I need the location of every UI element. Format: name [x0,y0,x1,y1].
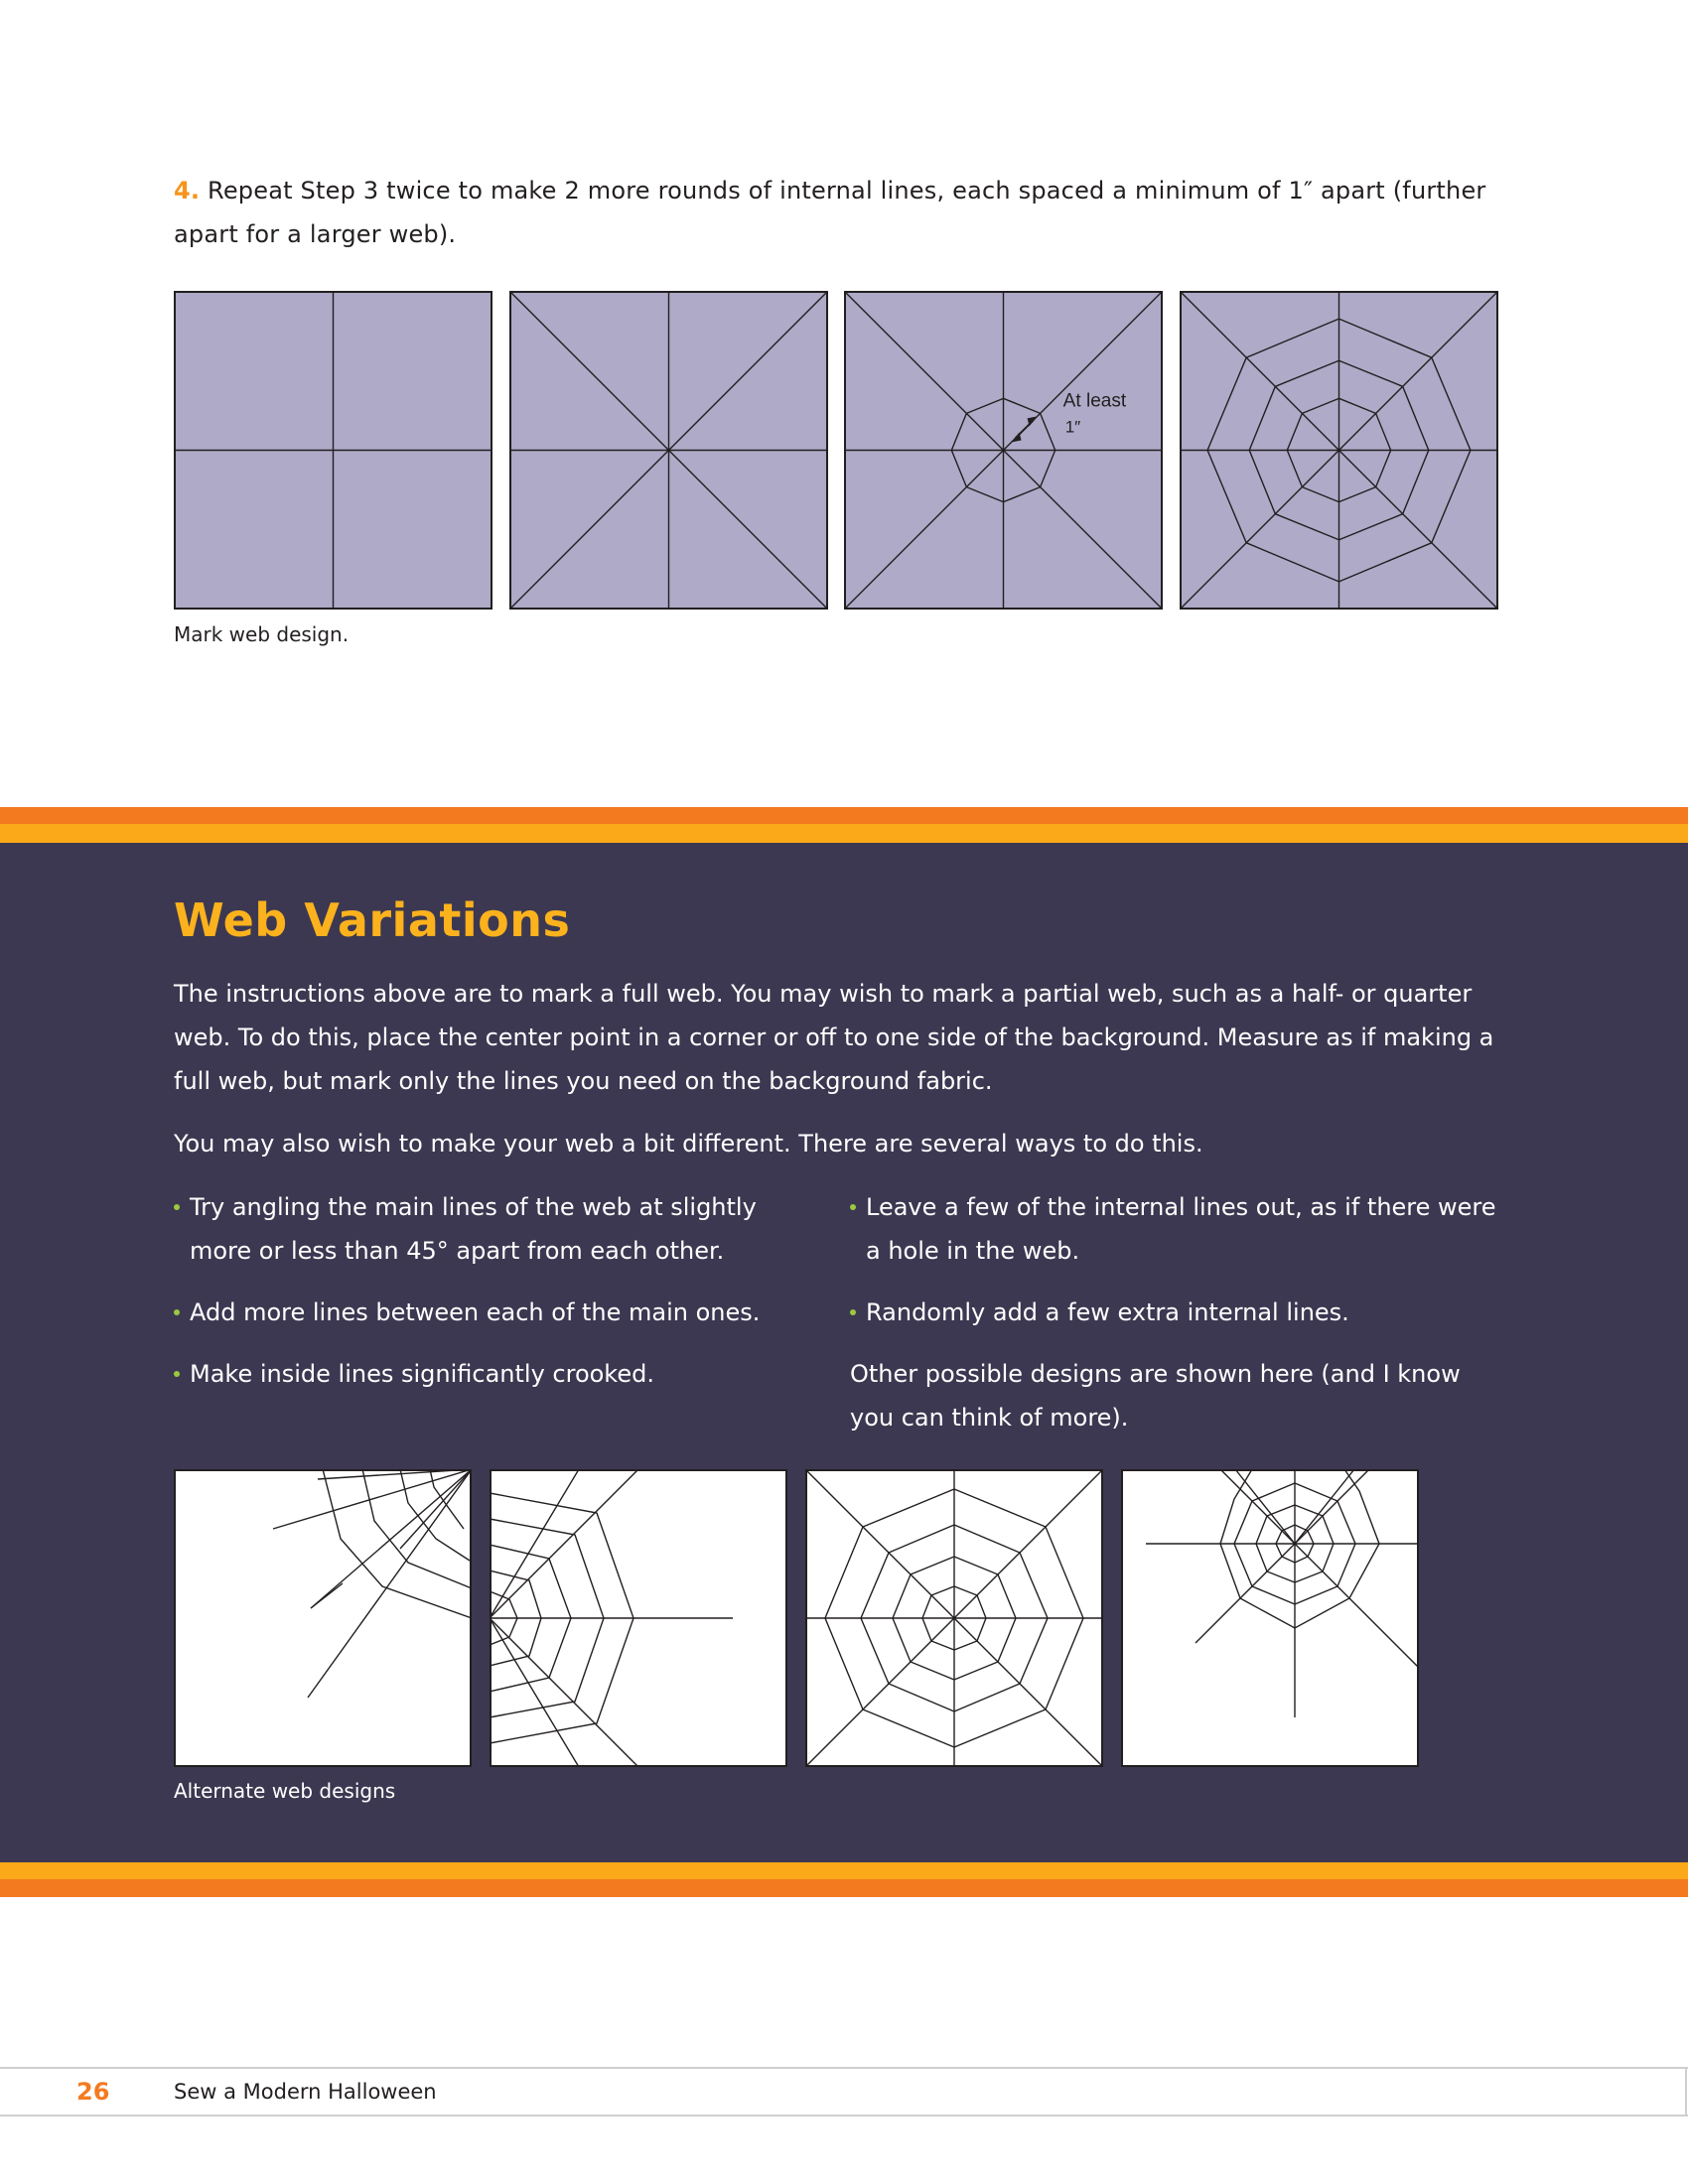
bullet-dot-icon [850,1309,856,1315]
bullet-crooked-lines: Make inside lines significantly crooked. [174,1352,825,1396]
mark-web-figure [174,291,1504,610]
bullet-angle-lines: Try angling the main lines of the web at slightly more or less than 45° apart from each other. [174,1185,825,1273]
alternate-designs-caption: Alternate web designs [174,1779,396,1803]
page-number: 26 [76,2078,110,2106]
alt-web-extra-lines [1121,1469,1419,1767]
book-title: Sew a Modern Halloween [174,2080,437,2104]
step-number: 4. [174,177,201,205]
web-step-three-rings [1180,291,1498,610]
alt-web-half [490,1469,787,1767]
bullet-extra-lines: Randomly add a few extra internal lines. [850,1291,1501,1334]
bullet-dot-icon [174,1204,180,1210]
annotation-one-inch: 1″ [1064,417,1081,437]
top-stripe-band [0,807,1688,843]
bullet-dot-icon [174,1371,180,1377]
step-4-text [174,169,1504,256]
footer-rule-top [0,2067,1688,2069]
bullet-dot-icon [174,1309,180,1315]
alt-web-corner [174,1469,472,1767]
other-designs-text: Other possible designs are shown here (and I know you can think of more). [850,1360,1461,1432]
alternate-designs-figure [174,1469,1420,1767]
variations-paragraph-1: The instructions above are to mark a full web. You may wish to mark a partial web, such as a half- or quarter web. To do this, place the center point in a corner or off to one side of the background. Measure as if making a full web, but mark only the lines you need on the background fabric. [174,980,1494,1095]
annotation-at-least: At least [1062,390,1127,412]
bullet-dot-icon [850,1204,856,1210]
web-variations-heading: Web Variations [174,893,571,947]
variations-paragraph-2: You may also wish to make your web a bit different. There are several ways to do this. [174,1130,1203,1158]
footer-rule-bottom [0,2115,1688,2116]
step-body: Repeat Step 3 twice to make 2 more rounds of internal lines, each spaced a minimum of 1″ apart (further apart for a larger web). [174,177,1486,248]
alt-web-wide [805,1469,1103,1767]
bullet-leave-lines-out: Leave a few of the internal lines out, as if there were a hole in the web. [850,1185,1501,1273]
bottom-stripe-band [0,1862,1688,1897]
web-step-first-ring [844,291,1163,610]
web-step-quarters [174,291,492,610]
footer-rule-side [1685,2067,1687,2116]
web-step-diagonals [509,291,828,610]
bullet-add-lines: Add more lines between each of the main ones. [174,1291,825,1334]
figure-caption: Mark web design. [174,622,350,646]
